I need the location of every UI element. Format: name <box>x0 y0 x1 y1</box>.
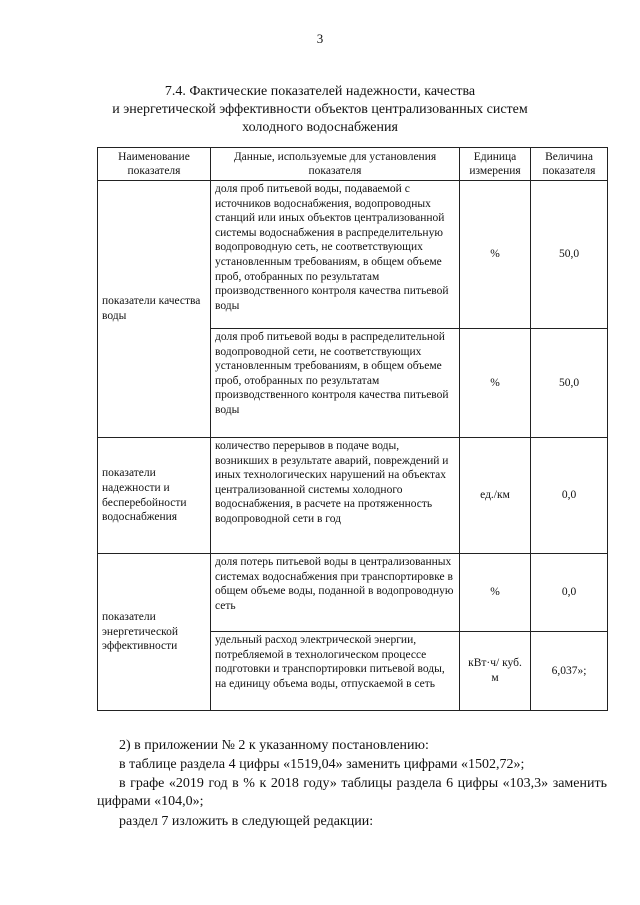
section-title <box>60 83 580 137</box>
group-energy-efficiency: показатели энергетической эффективности <box>98 554 211 711</box>
indicator-unit: % <box>460 329 531 438</box>
indicator-value: 0,0 <box>531 554 608 632</box>
table-row <box>98 554 608 632</box>
indicator-value: 50,0 <box>531 181 608 329</box>
header-indicator-name: Наименование показателя <box>98 148 211 181</box>
table-row <box>98 181 608 329</box>
indicator-description: доля проб питьевой воды в распределительной водопроводной сети, не соответствующих установленным требованиям, в общем объеме проб, отобранных по результатам производственного контроля качества питьевой воды <box>211 329 460 438</box>
indicator-description: доля потерь питьевой воды в централизованных системах водоснабжения при транспортировке в общем объеме воды, поданной в водопроводную сеть <box>211 554 460 632</box>
group-quality: показатели качества воды <box>98 181 211 438</box>
section-title-line: холодного водоснабжения <box>242 120 398 135</box>
paragraph-table6-change: в графе «2019 год в % к 2018 году» таблицы раздела 6 цифры «103,3» заменить цифрами «104,0»; <box>97 776 607 809</box>
table-header-row <box>98 148 608 181</box>
indicator-unit: % <box>460 554 531 632</box>
indicators-table <box>97 147 608 711</box>
indicator-description: доля проб питьевой воды, подаваемой с источников водоснабжения, водопроводных станций или иных объектов централизованной системы водоснабжения в распределительную водопроводную сеть, не соответствующих установленным требованиям, в общем объеме проб, отобранных по результатам производственного контроля качества питьевой воды <box>211 181 460 329</box>
page-number: 3 <box>316 31 324 46</box>
indicator-description: количество перерывов в подаче воды, возникших в результате аварий, повреждений и иных технологических нарушений на объектах централизованной системы холодного водоснабжения, в расчете на протяженность водопроводной сети в год <box>211 438 460 554</box>
paragraph-section7: раздел 7 изложить в следующей редакции: <box>119 814 374 829</box>
table-row <box>98 438 608 554</box>
indicator-unit: ед./км <box>460 438 531 554</box>
indicator-description: удельный расход электрической энергии, потребляемой в технологическом процессе подготовки и транспортировки питьевой воды, на единицу объема воды, отпускаемой в сеть <box>211 632 460 711</box>
group-reliability: показатели надежности и бесперебойности водоснабжения <box>98 438 211 554</box>
paragraph-amendment: 2) в приложении № 2 к указанному постановлению: <box>119 738 429 753</box>
indicator-value: 0,0 <box>531 438 608 554</box>
header-unit: Единица измерения <box>460 148 531 181</box>
indicator-unit: кВт·ч/ куб. м <box>460 632 531 711</box>
section-title-line: 7.4. Фактические показателей надежности, качества <box>164 84 476 99</box>
section-title-line: и энергетической эффективности объектов централизованных систем <box>112 102 528 117</box>
indicator-unit: % <box>460 181 531 329</box>
indicator-value: 50,0 <box>531 329 608 438</box>
header-value: Величина показателя <box>531 148 608 181</box>
header-source-data: Данные, используемые для установления показателя <box>211 148 460 181</box>
paragraph-table4-change: в таблице раздела 4 цифры «1519,04» заменить цифрами «1502,72»; <box>119 757 525 772</box>
indicator-value: 6,037»; <box>531 632 608 711</box>
